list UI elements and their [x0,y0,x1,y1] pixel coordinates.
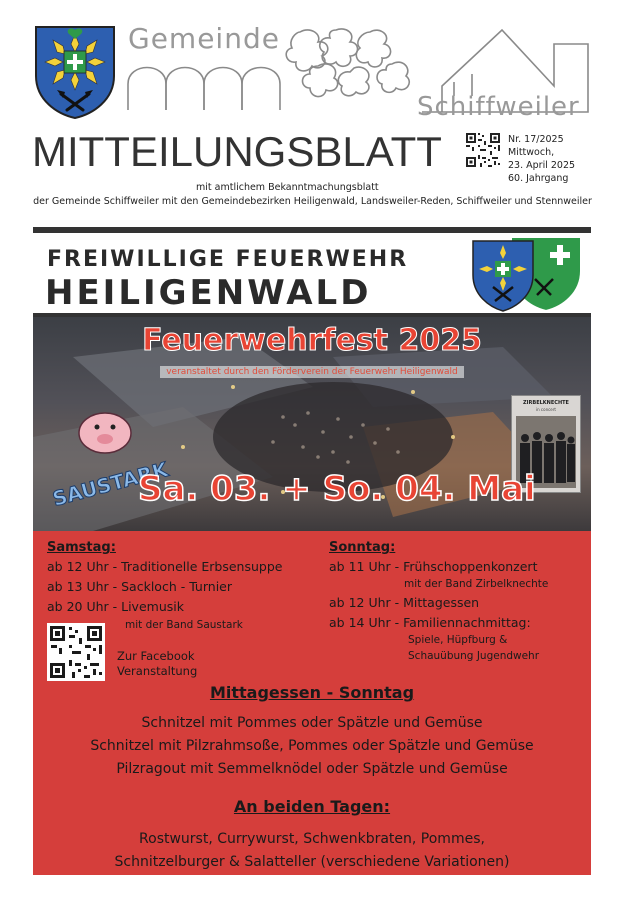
sonntag-item-1: ab 11 Uhr - Frühschoppenkonzert [329,559,538,574]
band-card-caption: in concert [536,407,556,412]
sonntag-item-1-note: mit der Band Zirbelknechte [404,578,549,590]
fire-brigade-crest-icon [471,235,589,315]
program-section [33,531,591,875]
subtitle-official: mit amtlichem Bekanntmachungsblatt [196,182,379,193]
issue-weekday: Mittwoch, [508,147,555,158]
samstag-item-1: ab 12 Uhr - Traditionelle Erbsensuppe [47,559,283,574]
festival-dates: Sa. 03. + So. 04. Mai [138,469,536,509]
schiffweiler-label: Schiffweiler [417,92,580,122]
publication-title: MITTEILUNGSBLATT [32,128,442,175]
sonntag-heading: Sonntag: [329,540,396,555]
mittagessen-line-2: Schnitzel mit Pilzrahmsoße, Pommes oder Spätzle und Gemüse [90,738,534,754]
sonntag-item-3: ab 14 Uhr - Familiennachmittag: [329,615,531,630]
facebook-event-qr-code-icon [47,623,105,681]
header-qr-code-icon [464,131,502,169]
issue-volume: 60. Jahrgang [508,173,569,184]
qr-caption-line-2: Veranstaltung [117,664,198,678]
saustark-band-logo: SAUSTARK [49,457,171,511]
masthead [0,0,625,210]
organizer-text: veranstaltet durch den Förderverein der Feuerwehr Heiligenwald [160,366,464,378]
sonntag-item-3-note-1: Spiele, Hüpfburg & [408,634,508,646]
aerial-festival-photo [33,317,591,531]
event-poster [33,227,591,875]
beide-tage-heading: An beiden Tagen: [233,797,391,816]
fire-brigade-banner [33,227,591,317]
organizer-line [33,367,591,377]
coat-of-arms-icon [33,24,117,120]
samstag-item-2: ab 13 Uhr - Sackloch - Turnier [47,579,232,594]
gemeinde-label: Gemeinde [128,22,280,55]
samstag-item-3: ab 20 Uhr - Livemusik [47,599,184,614]
beide-tage-line-1: Rostwurst, Currywurst, Schwenkbraten, Pommes, [139,831,485,847]
samstag-heading: Samstag: [47,540,116,555]
band-card-title: ZIRBELKNECHTE [523,400,569,406]
banner-line-1: FREIWILLIGE FEUERWEHR [47,247,409,272]
sonntag-item-3-note-2: Schauübung Jugendwehr [408,650,540,662]
mittagessen-line-3: Pilzragout mit Semmelknödel oder Spätzle und Gemüse [116,761,508,777]
festival-title: Feuerwehrfest 2025 [142,323,482,358]
mittagessen-line-1: Schnitzel mit Pommes oder Spätzle und Gemüse [141,715,483,731]
issue-date: 23. April 2025 [508,160,576,171]
issue-number: Nr. 17/2025 [508,134,564,145]
sonntag-item-2: ab 12 Uhr - Mittagessen [329,595,480,610]
subtitle-districts: der Gemeinde Schiffweiler mit den Gemeindebezirken Heiligenwald, Landsweiler-Reden, Schiffweiler und Stennweiler [33,196,592,207]
samstag-band-note: mit der Band Saustark [125,619,243,631]
beide-tage-line-2: Schnitzelburger & Salatteller (verschiedene Variationen) [114,854,510,870]
issue-info [508,133,575,185]
mittagessen-heading: Mittagessen - Sonntag [209,683,415,702]
qr-caption-line-1: Zur Facebook [117,649,195,663]
banner-line-2: HEILIGENWALD [45,273,372,313]
